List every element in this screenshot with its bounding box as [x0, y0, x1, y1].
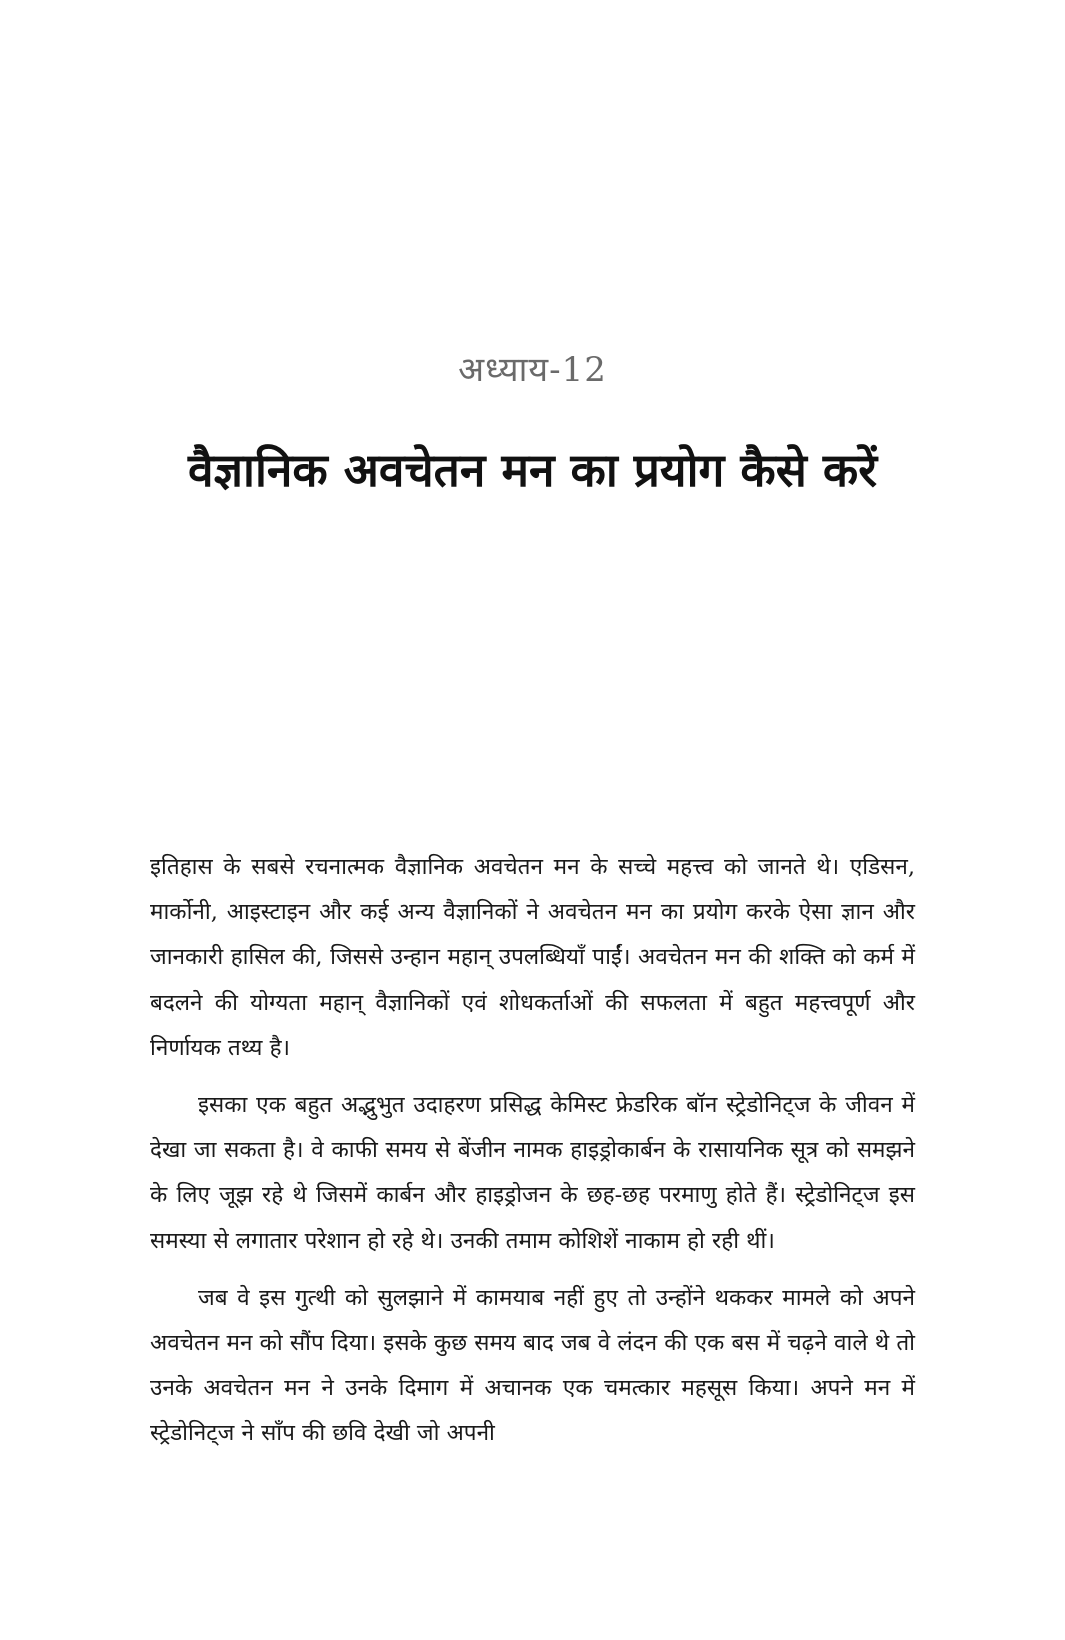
paragraph-3: जब वे इस गुत्थी को सुलझाने में कामयाब नहीं हुए तो उन्होंने थककर मामले को अपने अवचेतन मन को सौंप दिया। इसके कुछ समय बाद जब वे लंदन की एक बस में चढ़ने वाले थे तो उनके अवचेतन मन ने उनके दिमाग में अचानक एक चमत्कार महसूस किया। अपने मन में स्ट्रेडोनिट्ज ने साँप की छवि देखी जो अपनी	[150, 1284, 915, 1447]
paragraph-1: इतिहास के सबसे रचनात्मक वैज्ञानिक अवचेतन मन के सच्चे महत्त्व को जानते थे। एडिसन, मार्कोनी, आइस्टाइन और कई अन्य वैज्ञानिकों ने अवचेतन मन का प्रयोग करके ऐसा ज्ञान और जानकारी हासिल की, जिससे उन्हान महान् उपलब्धियाँ पाईं। अवचेतन मन की शक्ति को कर्म में बदलने की योग्यता महान् वैज्ञानिकों एवं शोधकर्ताओं की सफलता में बहुत महत्त्वपूर्ण और निर्णायक तथ्य है।	[150, 854, 915, 1061]
chapter-title: वैज्ञानिक अवचेतन मन का प्रयोग कैसे करें	[187, 443, 878, 497]
paragraph-2: इसका एक बहुत अद्भुभुत उदाहरण प्रसिद्ध केमिस्ट फ्रेडरिक बॉन स्ट्रेडोनिट्ज के जीवन में देखा जा सकता है। वे काफी समय से बेंजीन नामक हाइड्रोकार्बन के रासायनिक सूत्र को समझने के लिए जूझ रहे थे जिसमें कार्बन और हाइड्रोजन के छह-छह परमाणु होते हैं। स्ट्रेडोनिट्ज इस समस्या से लगातार परेशान हो रहे थे। उनकी तमाम कोशिशें नाकाम हो रही थीं।	[150, 1092, 915, 1254]
chapter-number: अध्याय-12	[458, 350, 607, 390]
body-text	[150, 845, 915, 1469]
